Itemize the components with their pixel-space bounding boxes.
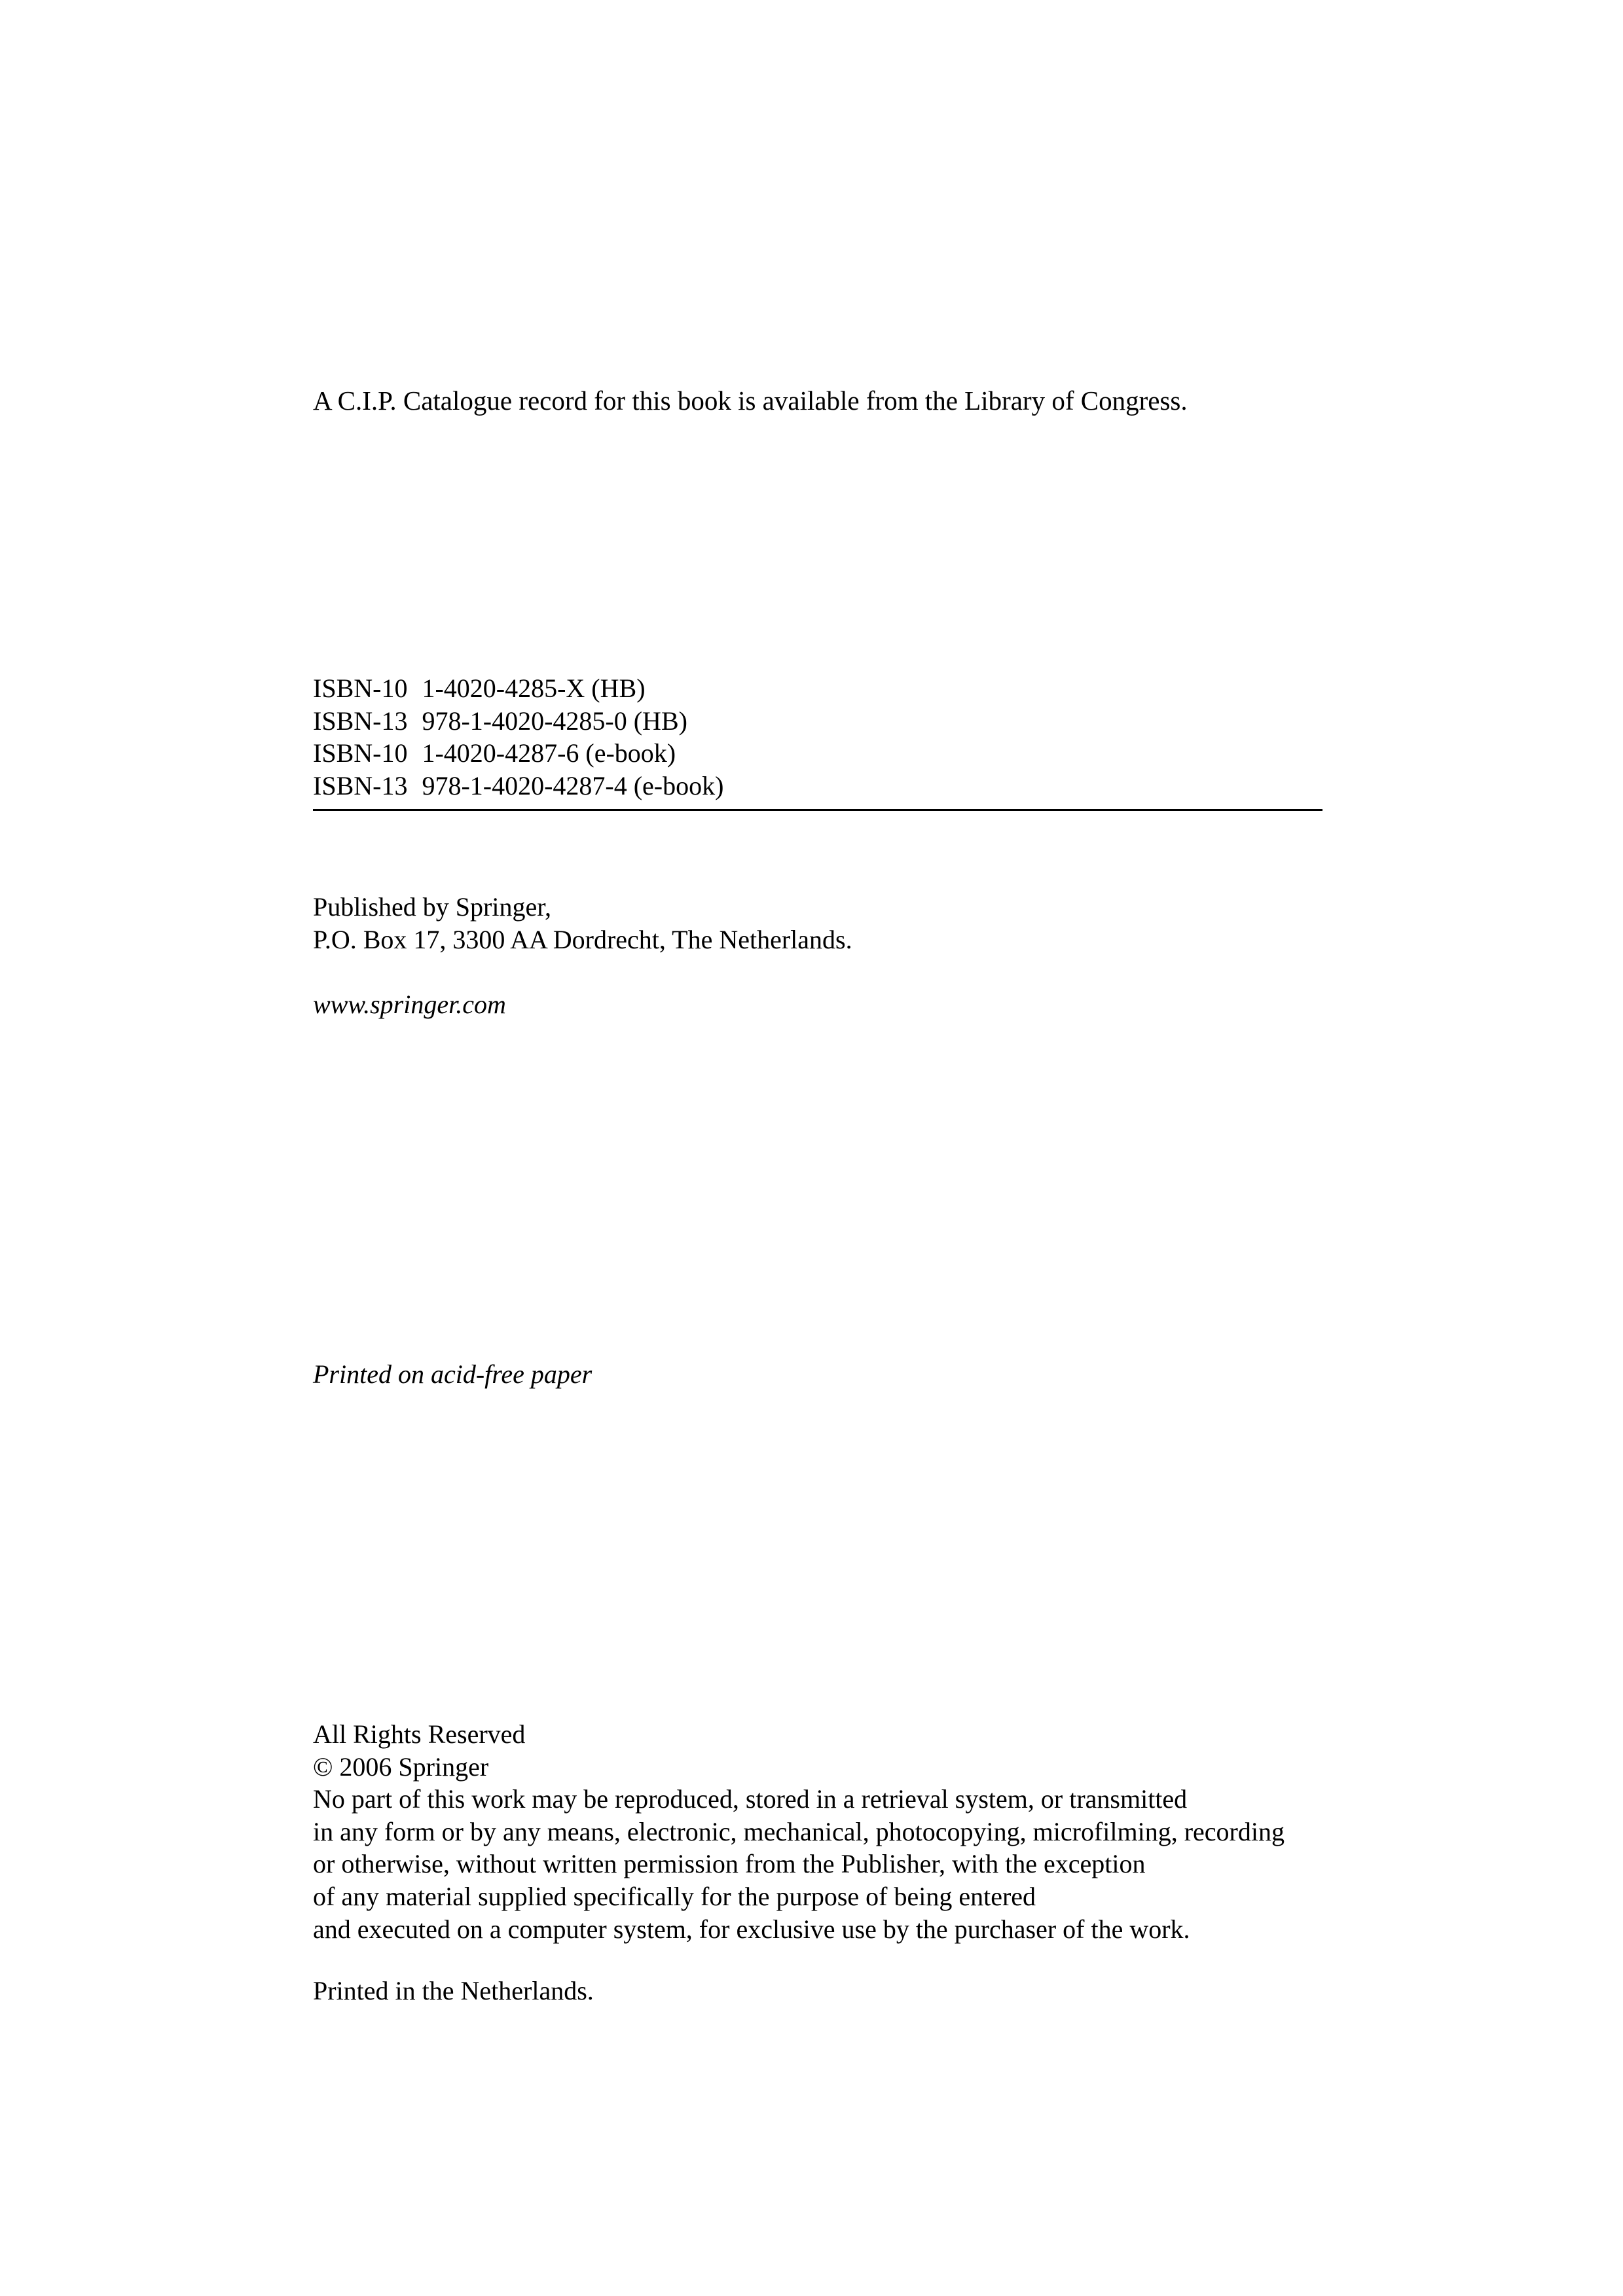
cip-catalogue-notice [313,385,1188,418]
printed-in-note [313,1975,594,2007]
acid-free-paper-note [313,1358,592,1391]
rights-text-line: No part of this work may be reproduced, stored in a retrieval system, or transmitted [313,1784,1188,1814]
rights-text-line: or otherwise, without written permission from the Publisher, with the exception [313,1849,1146,1879]
isbn-label: ISBN-13 [313,706,408,736]
publisher-address: P.O. Box 17, 3300 AA Dordrecht, The Netherlands. [313,924,852,954]
cip-notice-text: A C.I.P. Catalogue record for this book is available from the Library of Congress. [313,386,1188,416]
isbn-row [313,705,723,738]
isbn-label: ISBN-10 [313,738,408,768]
published-by-text: Published by Springer, [313,892,551,922]
isbn-row [313,672,723,705]
isbn-value: 978-1-4020-4287-4 (e-book) [422,770,724,800]
publisher-info [313,891,852,956]
isbn-row [313,737,723,770]
isbn-label: ISBN-10 [313,673,408,703]
paper-note-text: Printed on acid-free paper [313,1359,593,1389]
isbn-row [313,770,723,802]
horizontal-divider [313,809,1322,811]
isbn-value: 1-4020-4285-X (HB) [422,673,646,703]
copyright-line: © 2006 Springer [313,1751,489,1782]
rights-text-line: in any form or by any means, electronic, mechanical, photocopying, microfilming, recording [313,1816,1285,1846]
website-text: www.springer.com [313,990,506,1019]
rights-heading: All Rights Reserved [313,1719,526,1749]
isbn-value: 1-4020-4287-6 (e-book) [422,738,676,768]
publisher-website [313,988,506,1021]
rights-statement [313,1718,1285,1945]
rights-text-line: of any material supplied specifically for the purpose of being entered [313,1881,1036,1911]
isbn-label: ISBN-13 [313,770,408,800]
isbn-list [313,672,723,802]
rights-text-line: and executed on a computer system, for exclusive use by the purchaser of the work. [313,1914,1190,1944]
printed-in-text: Printed in the Netherlands. [313,1976,594,2005]
isbn-value: 978-1-4020-4285-0 (HB) [422,706,687,736]
